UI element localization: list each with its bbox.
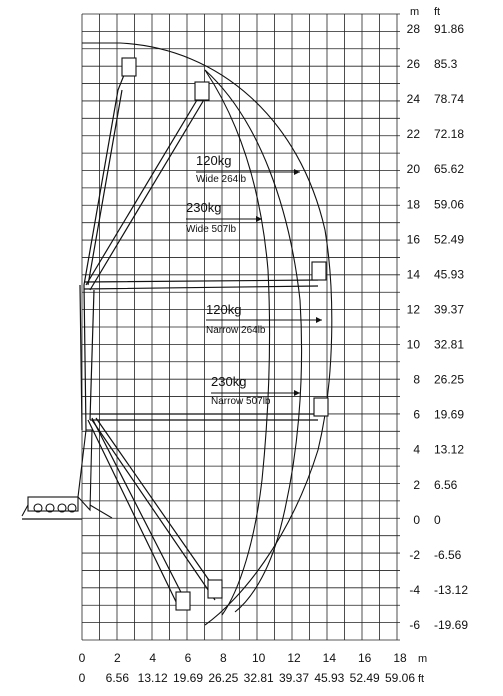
mast-lower [80, 285, 86, 430]
y-tick-ft: 19.69 [434, 407, 465, 422]
y-tick-ft: -19.69 [434, 618, 469, 632]
boom-lower-1 [88, 418, 188, 610]
annotation-desc: Narrow 264lb [206, 325, 266, 336]
y-tick-m: 8 [413, 372, 420, 387]
boom-lower-2 [92, 418, 220, 600]
y-tick-m: 20 [406, 162, 420, 177]
x-unit-m: m [418, 653, 428, 665]
y-tick-m: 18 [406, 197, 420, 212]
y-tick-ft: 85.3 [434, 57, 458, 72]
y-tick-m: 10 [406, 337, 420, 352]
boom-horizontal-6m [90, 414, 318, 420]
x-tick-ft: 26.25 [208, 671, 239, 685]
x-tick-m: 18 [393, 651, 407, 665]
annotation-120kg-narrow [206, 302, 322, 336]
annotation-desc: Wide 264lb [196, 174, 247, 185]
x-tick-ft: 59.06 [384, 671, 416, 685]
y-tick-m: -4 [409, 582, 420, 597]
x-tick-ft: 19.69 [172, 671, 204, 685]
annotation-desc: Wide 507lb [186, 224, 237, 235]
y-tick-ft: -6.56 [434, 547, 462, 562]
x-tick-ft: 6.56 [105, 671, 130, 685]
y-tick-m: 28 [406, 22, 420, 36]
x-tick-m: 6 [184, 651, 192, 665]
x-tick-m: 10 [251, 651, 266, 665]
boom-positions [80, 60, 318, 610]
envelope-230kg-wide [205, 70, 270, 615]
y-tick-m: 24 [406, 92, 420, 107]
y-tick-ft: 59.06 [434, 197, 465, 212]
machine-base [22, 430, 112, 518]
y-tick-ft: 91.86 [434, 22, 465, 36]
y-axis-labels [407, 22, 469, 632]
y-tick-m: -2 [409, 547, 420, 562]
x-tick-m: 2 [113, 651, 121, 665]
y-tick-ft: -13.12 [434, 582, 469, 597]
y-tick-m: 6 [413, 407, 420, 422]
y-tick-m: 12 [406, 302, 420, 317]
x-tick-ft: 39.37 [278, 671, 310, 685]
y-tick-m: 0 [413, 512, 420, 527]
y-unit-m: m [410, 6, 420, 18]
y-tick-ft: 0 [434, 512, 441, 527]
annotation-load: 120kg [196, 153, 232, 168]
annotation-120kg-wide [196, 153, 300, 185]
annotation-load: 230kg [211, 374, 247, 389]
x-tick-m: 4 [149, 651, 157, 665]
annotation-load: 230kg [186, 200, 222, 215]
annotation-load: 120kg [206, 302, 242, 317]
y-tick-ft: 26.25 [434, 372, 465, 387]
boom-top [84, 60, 130, 285]
y-tick-ft: 65.62 [434, 162, 465, 177]
y-tick-ft: 78.74 [434, 92, 465, 107]
y-tick-m: 16 [406, 232, 420, 247]
x-tick-m: 8 [219, 651, 227, 665]
y-unit-ft: ft [434, 6, 441, 18]
x-tick-m: 16 [357, 651, 372, 665]
y-tick-m: 2 [413, 477, 420, 492]
x-tick-ft: 45.93 [314, 671, 345, 685]
x-tick-ft: 0 [78, 671, 86, 685]
x-tick-ft: 13.12 [137, 671, 168, 685]
y-tick-ft: 13.12 [434, 442, 465, 457]
x-tick-m: 12 [287, 651, 301, 665]
y-tick-m: -6 [409, 618, 420, 632]
y-tick-ft: 6.56 [434, 477, 458, 492]
y-tick-ft: 52.49 [434, 232, 465, 247]
y-tick-m: 22 [406, 127, 420, 142]
y-tick-m: 4 [413, 442, 420, 457]
x-tick-m: 14 [322, 651, 337, 665]
y-tick-ft: 72.18 [434, 127, 465, 142]
x-tick-ft: 32.81 [243, 671, 274, 685]
x-tick-ft: 52.49 [349, 671, 380, 685]
x-axis-labels [79, 651, 416, 685]
y-tick-ft: 45.93 [434, 267, 465, 282]
y-tick-ft: 32.81 [434, 337, 465, 352]
y-tick-m: 14 [406, 267, 420, 282]
x-unit-ft: ft [418, 673, 425, 685]
boom-horizontal-14m [84, 280, 318, 289]
annotation-desc: Narrow 507lb [211, 396, 271, 407]
x-tick-m: 0 [78, 651, 86, 665]
y-tick-m: 26 [406, 57, 420, 72]
y-tick-ft: 39.37 [434, 302, 465, 317]
